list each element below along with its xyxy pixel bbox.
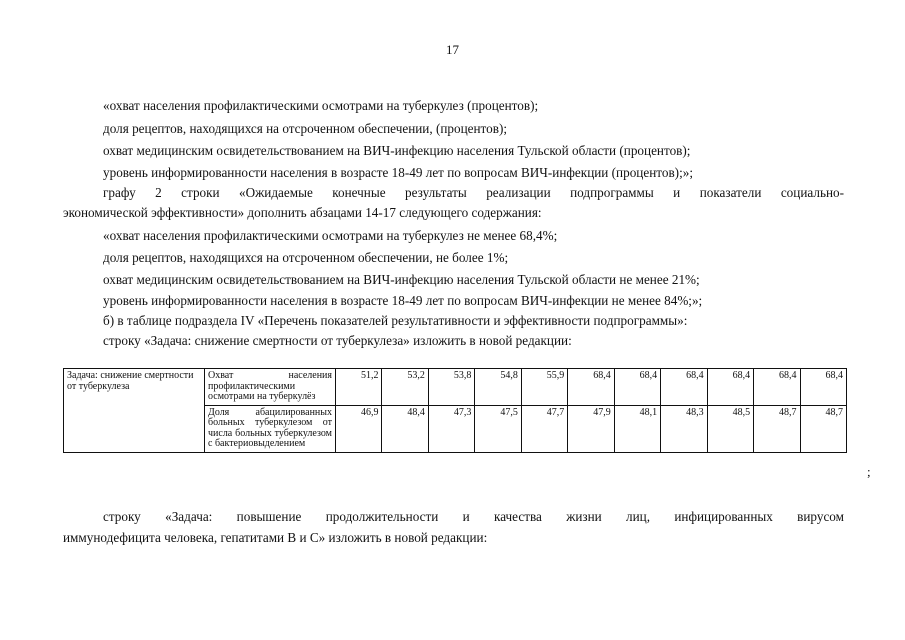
value-cell: 54,8 bbox=[475, 369, 521, 406]
value-cell: 55,9 bbox=[521, 369, 567, 406]
value-cell: 48,7 bbox=[800, 405, 846, 452]
value-cell: 47,5 bbox=[475, 405, 521, 452]
paragraph-line: охват медицинским освидетельствованием на ВИЧ-инфекцию населения Тульской области не менее 21%; bbox=[103, 272, 700, 287]
value-cell: 48,4 bbox=[382, 405, 428, 452]
value-cell: 51,2 bbox=[336, 369, 382, 406]
value-cell: 46,9 bbox=[336, 405, 382, 452]
paragraph-line: охват медицинским освидетельствованием на ВИЧ-инфекцию населения Тульской области (процентов); bbox=[103, 143, 691, 158]
indicator-cell: Доля абацилированных больных туберкулезом от числа больных туберкулезом с бактериовыделением bbox=[205, 405, 336, 452]
paragraph-line: доля рецептов, находящихся на отсроченном обеспечении, (процентов); bbox=[103, 121, 508, 136]
paragraph-line: строку «Задача: повышение продолжительности и качества жизни лиц, инфицированных вирусом bbox=[103, 509, 844, 524]
value-cell: 48,5 bbox=[707, 405, 753, 452]
value-cell: 48,7 bbox=[754, 405, 800, 452]
paragraph-line: б) в таблице подраздела IV «Перечень показателей результативности и эффективности подпрограммы»: bbox=[103, 313, 688, 328]
value-cell: 68,4 bbox=[661, 369, 707, 406]
paragraph-line: иммунодефицита человека, гепатитами В и С» изложить в новой редакции: bbox=[63, 530, 488, 545]
table-row bbox=[64, 369, 847, 406]
value-cell: 68,4 bbox=[614, 369, 660, 406]
value-cell: 68,4 bbox=[568, 369, 614, 406]
paragraph-line: доля рецептов, находящихся на отсроченном обеспечении, не более 1%; bbox=[103, 250, 509, 265]
value-cell: 53,2 bbox=[382, 369, 428, 406]
paragraph-line: графу 2 строки «Ожидаемые конечные результаты реализации подпрограммы и показатели социально- bbox=[103, 185, 844, 200]
indicators-table bbox=[63, 368, 847, 453]
value-cell: 68,4 bbox=[707, 369, 753, 406]
value-cell: 48,1 bbox=[614, 405, 660, 452]
value-cell: 47,7 bbox=[521, 405, 567, 452]
value-cell: 47,9 bbox=[568, 405, 614, 452]
value-cell: 68,4 bbox=[754, 369, 800, 406]
value-cell: 68,4 bbox=[800, 369, 846, 406]
paragraph-line: строку «Задача: снижение смертности от туберкулеза» изложить в новой редакции: bbox=[103, 333, 572, 348]
page-number: 17 bbox=[446, 42, 459, 57]
paragraph-line: уровень информированности населения в возрасте 18-49 лет по вопросам ВИЧ-инфекции (процентов);»; bbox=[103, 165, 693, 180]
indicator-cell: Охват населения профилактическими осмотрами на туберкулёз bbox=[205, 369, 336, 406]
paragraph-line: «охват населения профилактическими осмотрами на туберкулез (процентов); bbox=[103, 98, 539, 113]
paragraph-line: «охват населения профилактическими осмотрами на туберкулез не менее 68,4%; bbox=[103, 228, 558, 243]
value-cell: 53,8 bbox=[428, 369, 474, 406]
paragraph-line: экономической эффективности» дополнить абзацами 14-17 следующего содержания: bbox=[63, 205, 542, 220]
paragraph-line: уровень информированности населения в возрасте 18-49 лет по вопросам ВИЧ-инфекции не менее 84%;»; bbox=[103, 293, 703, 308]
value-cell: 47,3 bbox=[428, 405, 474, 452]
table-trailing-semicolon: ; bbox=[867, 464, 871, 479]
value-cell: 48,3 bbox=[661, 405, 707, 452]
task-cell: Задача: снижение смертности от туберкулеза bbox=[64, 369, 205, 453]
